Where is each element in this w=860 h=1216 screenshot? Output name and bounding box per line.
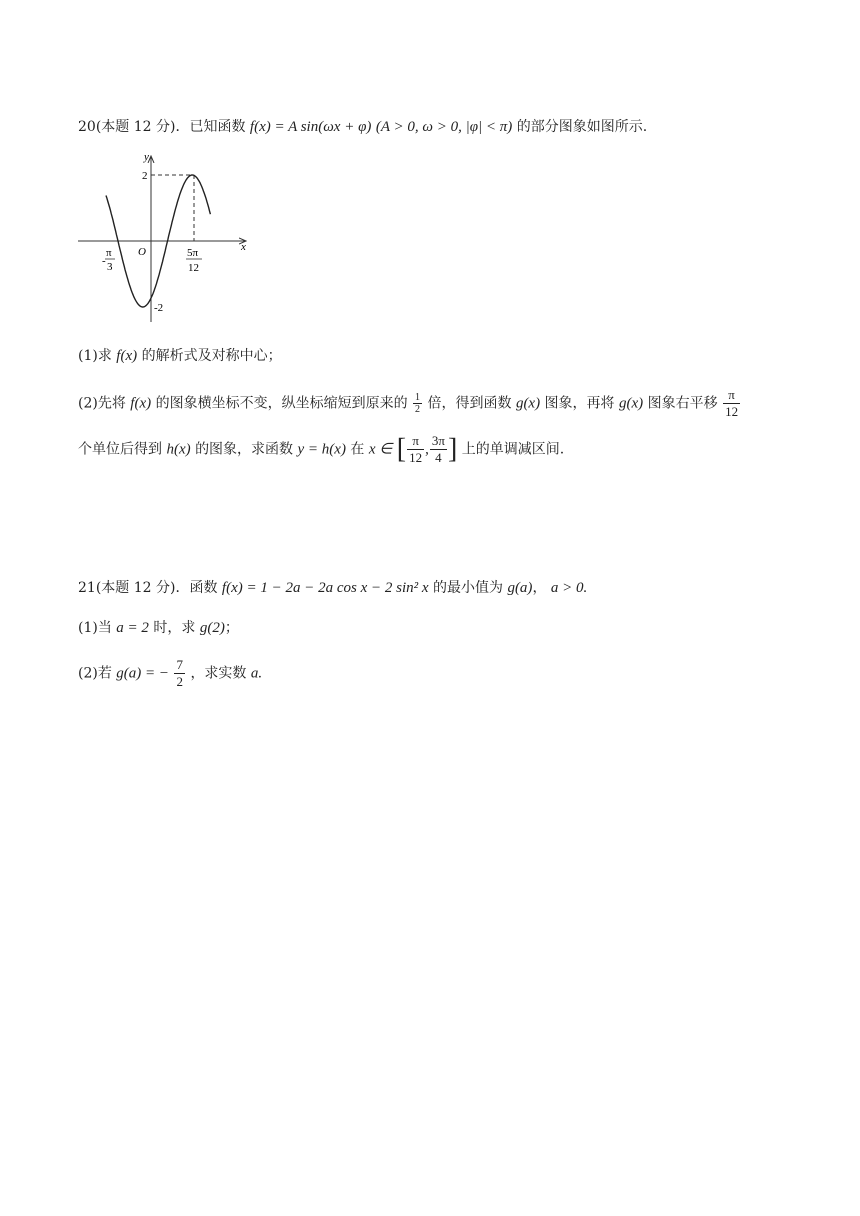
q20-tail: 的部分图象如图所示. (516, 119, 648, 135)
q20-head: 20(本题 12 分)．已知函数 (78, 119, 246, 135)
x-left-num: π (106, 247, 112, 259)
q20-graph (74, 148, 254, 328)
y-min-label: -2 (154, 302, 164, 314)
x-right-num: 5π (187, 247, 199, 259)
q20-part2-line2: 个单位后得到 h(x) 的图象，求函数 y = h(x) 在 x ∈ [ $\frac{\pi}{12}$ , $\frac{3\pi}{4}$ ] 上的单调减区间. (78, 433, 565, 465)
y-max-label: 2 (142, 170, 148, 182)
q20-conditions: (A > 0, ω > 0, |φ| < π) (375, 119, 513, 135)
q21-part1: (1)当 a = 2 时，求 g(2)； (78, 620, 239, 636)
x-right-den: 12 (188, 262, 199, 274)
q20-function: f(x) = A sin(ωx + φ) (249, 119, 372, 135)
q20-part1: (1)求 f(x) 的解析式及对称中心； (78, 348, 282, 364)
x-left-den: 3 (107, 261, 113, 273)
interval-high: $\frac{3\pi}{4}$ (431, 433, 445, 465)
x-left-sign: - (102, 255, 106, 267)
q20-part2-line1: (2)先将 f(x) 的图象横坐标不变，纵坐标缩短到原来的 $\frac{1}{2}$ 倍，得到函数 g(x) 图象，再将 g(x) 图象右平移 $\frac{\pi}{12}$ (78, 387, 739, 419)
q21-part2: (2)若 g(a) = − $\frac{7}{2}$ ，求实数 a. (78, 657, 263, 689)
x-axis-label: x (241, 241, 246, 253)
shift-fraction: $\frac{\pi}{12}$ (725, 387, 739, 419)
seven-halves: $\frac{7}{2}$ (176, 657, 183, 689)
half-fraction: $\frac{1}{2}$ (415, 392, 421, 415)
q21-statement: 21(本题 12 分)．函数 f(x) = 1 − 2a − 2a cos x − 2 sin² x 的最小值为 g(a)， a > 0. (78, 580, 588, 596)
interval-low: $\frac{\pi}{12}$ (409, 433, 423, 465)
y-axis-label: y (144, 151, 149, 163)
q20-statement (78, 117, 647, 137)
origin-label: O (138, 246, 146, 258)
